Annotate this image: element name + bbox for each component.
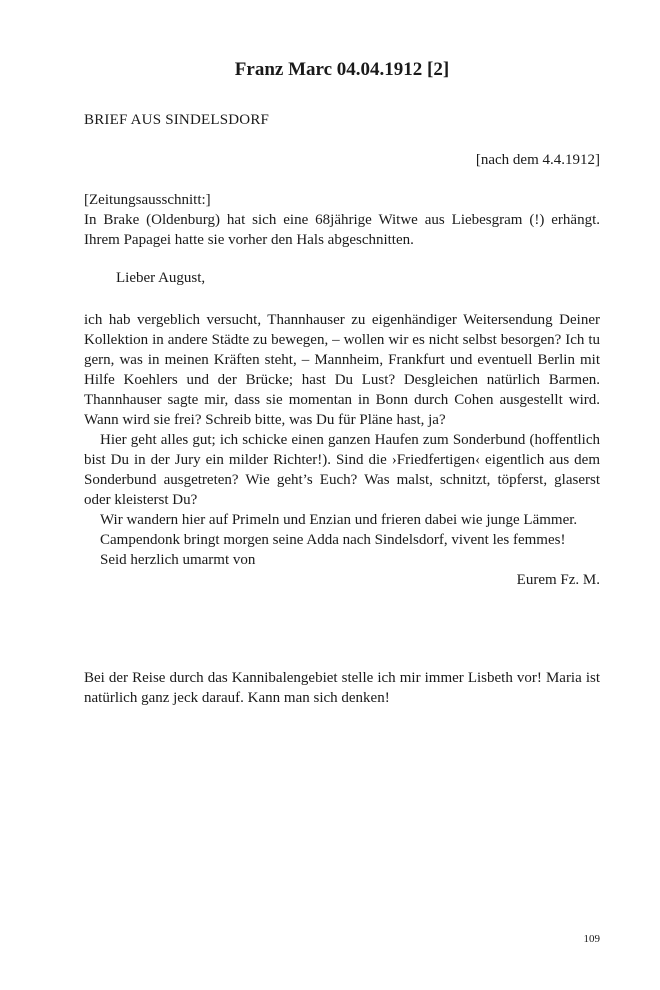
letter-paragraph: Hier geht alles gut; ich schicke einen ganzen Haufen zum Sonderbund (hoffentlich bist Du in der Jury ein milder Richter!). Sind die ›Friedfertigen‹ eigentlich aus dem Sonderbund ausgetreten? Wie geht’s Euch? Was malst, schnitzt, töpferst, glaserst oder kleisterst Du? (84, 432, 600, 508)
letter-signature: Eurem Fz. M. (516, 572, 600, 588)
letter-paragraph: Wir wandern hier auf Primeln und Enzian und frieren dabei wie junge Lämmer. (100, 512, 578, 528)
page-number: 109 (583, 933, 600, 945)
letter-paragraph: Seid herzlich umarmt von (100, 552, 256, 568)
letter-heading: BRIEF AUS SINDELSDORF (84, 112, 270, 128)
clipping-label: [Zeitungsausschnitt:] (84, 192, 211, 208)
postscript-text: Bei der Reise durch das Kannibalengebiet stelle ich mir immer Lisbeth vor! Maria ist natürlich ganz jeck darauf. Kann man sich denken! (84, 670, 600, 706)
letter-salutation: Lieber August, (116, 270, 206, 286)
letter-date: [nach dem 4.4.1912] (475, 152, 600, 168)
newspaper-clipping (84, 190, 600, 250)
postscript (84, 668, 600, 708)
letter-body (84, 310, 600, 590)
letter-paragraph: Campendonk bringt morgen seine Adda nach Sindelsdorf, vivent les femmes! (100, 532, 566, 548)
letter-paragraph: ich hab vergeblich versucht, Thannhauser zu eigenhändiger Weitersendung Deiner Kollektion in andere Städte zu bewegen, – wollen wir es nicht selbst besorgen? Ich tu gern, was in meinen Kräften steht, – Mannheim, Frankfurt und eventuell Berlin mit Hilfe Koehlers und der Brücke; hast Du Lust? Desgleichen natürlich Barmen. Thannhauser sagte mir, dass sie momentan in Bonn durch Cohen ausgestellt wird. Wann wird sie frei? Schreib bitte, was Du für Pläne hast, ja? (84, 312, 600, 428)
page-title: Franz Marc 04.04.1912 [2] (234, 59, 450, 80)
clipping-text: In Brake (Oldenburg) hat sich eine 68jährige Witwe aus Liebesgram (!) erhängt. Ihrem Papagei hatte sie vorher den Hals abgeschnitten. (84, 212, 600, 248)
document-page (84, 0, 600, 990)
